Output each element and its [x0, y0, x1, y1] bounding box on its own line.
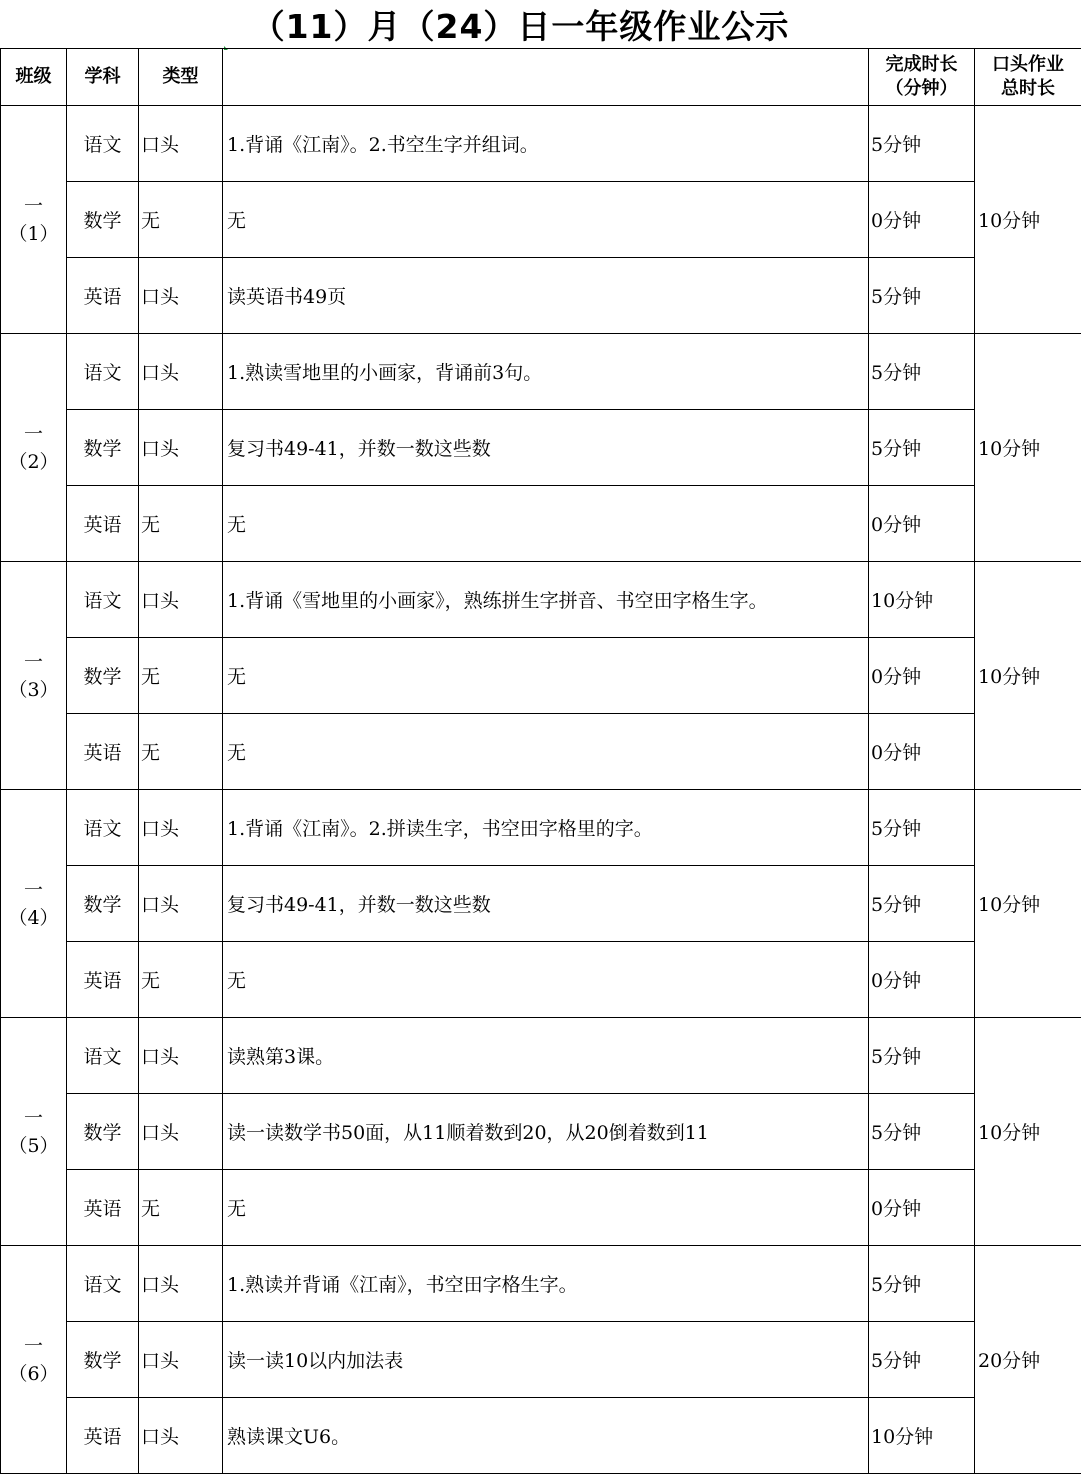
- homework-table: [0, 48, 1081, 1474]
- subject-cell: 英语: [67, 1398, 139, 1474]
- class-grade: 一: [1, 1104, 66, 1132]
- table-row: [1, 1246, 1081, 1322]
- content-cell: 无: [223, 714, 869, 790]
- duration-cell: 5分钟: [869, 866, 975, 942]
- content-cell: 1.背诵《江南》。2.拼读生字，书空田字格里的字。: [223, 790, 869, 866]
- duration-cell: 5分钟: [869, 1018, 975, 1094]
- table-row: [1, 866, 1081, 942]
- type-cell: 口头: [139, 410, 223, 486]
- content-cell: 读一读10以内加法表: [223, 1322, 869, 1398]
- subject-cell: 英语: [67, 942, 139, 1018]
- class-grade: 一: [1, 876, 66, 904]
- table-row: [1, 638, 1081, 714]
- table-row: [1, 1322, 1081, 1398]
- subject-cell: 英语: [67, 486, 139, 562]
- class-number: （1）: [1, 220, 66, 248]
- total-duration-cell: 20分钟: [975, 1246, 1081, 1474]
- content-cell: 1.熟读雪地里的小画家，背诵前3句。: [223, 334, 869, 410]
- table-row: [1, 942, 1081, 1018]
- duration-cell: 10分钟: [869, 1398, 975, 1474]
- class-cell: [1, 1018, 67, 1246]
- class-number: （4）: [1, 904, 66, 932]
- duration-cell: 0分钟: [869, 942, 975, 1018]
- header-subject: 学科: [67, 49, 139, 106]
- duration-cell: 5分钟: [869, 1246, 975, 1322]
- duration-cell: 5分钟: [869, 1322, 975, 1398]
- subject-cell: 数学: [67, 866, 139, 942]
- content-cell: 读英语书49页: [223, 258, 869, 334]
- type-cell: 口头: [139, 866, 223, 942]
- duration-cell: 0分钟: [869, 714, 975, 790]
- table-row: [1, 486, 1081, 562]
- type-cell: 口头: [139, 790, 223, 866]
- type-cell: 口头: [139, 562, 223, 638]
- type-cell: 口头: [139, 1398, 223, 1474]
- subject-cell: 语文: [67, 790, 139, 866]
- type-cell: 无: [139, 638, 223, 714]
- homework-table-body: [1, 49, 1081, 1474]
- content-cell: 无: [223, 182, 869, 258]
- duration-cell: 10分钟: [869, 562, 975, 638]
- subject-cell: 英语: [67, 714, 139, 790]
- duration-cell: 5分钟: [869, 106, 975, 182]
- class-grade: 一: [1, 192, 66, 220]
- class-cell: [1, 106, 67, 334]
- content-cell: 1.背诵《雪地里的小画家》，熟练拼生字拼音、书空田字格生字。: [223, 562, 869, 638]
- subject-cell: 数学: [67, 638, 139, 714]
- table-row: [1, 1398, 1081, 1474]
- table-row: [1, 1018, 1081, 1094]
- type-cell: 口头: [139, 1094, 223, 1170]
- content-cell: 无: [223, 486, 869, 562]
- class-grade: 一: [1, 648, 66, 676]
- content-cell: 读一读数学书50面，从11顺着数到20，从20倒着数到11: [223, 1094, 869, 1170]
- table-header-row: [1, 49, 1081, 106]
- type-cell: 口头: [139, 1018, 223, 1094]
- header-total-line1: 口头作业: [975, 53, 1081, 77]
- header-duration: [869, 49, 975, 106]
- subject-cell: 英语: [67, 258, 139, 334]
- type-cell: 口头: [139, 106, 223, 182]
- subject-cell: 语文: [67, 1246, 139, 1322]
- header-content: [223, 49, 869, 106]
- duration-cell: 0分钟: [869, 182, 975, 258]
- type-cell: 无: [139, 486, 223, 562]
- duration-cell: 5分钟: [869, 410, 975, 486]
- duration-cell: 5分钟: [869, 790, 975, 866]
- table-row: [1, 790, 1081, 866]
- type-cell: 无: [139, 182, 223, 258]
- class-cell: [1, 790, 67, 1018]
- header-total: [975, 49, 1081, 106]
- table-row: [1, 714, 1081, 790]
- subject-cell: 数学: [67, 1094, 139, 1170]
- table-row: [1, 1094, 1081, 1170]
- subject-cell: 数学: [67, 182, 139, 258]
- subject-cell: 语文: [67, 1018, 139, 1094]
- content-cell: 1.熟读并背诵《江南》，书空田字格生字。: [223, 1246, 869, 1322]
- page-title: （11）月（24）日一年级作业公示: [0, 0, 1081, 48]
- class-cell: [1, 1246, 67, 1474]
- total-duration-cell: 10分钟: [975, 334, 1081, 562]
- class-cell: [1, 562, 67, 790]
- total-duration-cell: 10分钟: [975, 106, 1081, 334]
- subject-cell: 语文: [67, 334, 139, 410]
- table-row: [1, 334, 1081, 410]
- table-row: [1, 562, 1081, 638]
- subject-cell: 数学: [67, 410, 139, 486]
- header-total-line2: 总时长: [975, 77, 1081, 101]
- subject-cell: 语文: [67, 562, 139, 638]
- table-row: [1, 182, 1081, 258]
- type-cell: 无: [139, 1170, 223, 1246]
- subject-cell: 英语: [67, 1170, 139, 1246]
- type-cell: 口头: [139, 334, 223, 410]
- content-cell: 无: [223, 1170, 869, 1246]
- header-type: 类型: [139, 49, 223, 106]
- class-number: （2）: [1, 448, 66, 476]
- duration-cell: 5分钟: [869, 334, 975, 410]
- header-class: 班级: [1, 49, 67, 106]
- type-cell: 无: [139, 714, 223, 790]
- subject-cell: 数学: [67, 1322, 139, 1398]
- type-cell: 口头: [139, 258, 223, 334]
- content-cell: 无: [223, 942, 869, 1018]
- class-number: （5）: [1, 1132, 66, 1160]
- duration-cell: 5分钟: [869, 258, 975, 334]
- total-duration-cell: 10分钟: [975, 790, 1081, 1018]
- type-cell: 口头: [139, 1246, 223, 1322]
- table-row: [1, 1170, 1081, 1246]
- header-duration-line2: （分钟）: [869, 77, 974, 101]
- total-duration-cell: 10分钟: [975, 1018, 1081, 1246]
- class-cell: [1, 334, 67, 562]
- class-grade: 一: [1, 1332, 66, 1360]
- content-cell: 熟读课文U6。: [223, 1398, 869, 1474]
- content-cell: 读熟第3课。: [223, 1018, 869, 1094]
- duration-cell: 0分钟: [869, 486, 975, 562]
- duration-cell: 5分钟: [869, 1094, 975, 1170]
- table-row: [1, 106, 1081, 182]
- class-number: （3）: [1, 676, 66, 704]
- content-cell: 复习书49-41，并数一数这些数: [223, 410, 869, 486]
- type-cell: 无: [139, 942, 223, 1018]
- class-grade: 一: [1, 420, 66, 448]
- table-row: [1, 258, 1081, 334]
- total-duration-cell: 10分钟: [975, 562, 1081, 790]
- type-cell: 口头: [139, 1322, 223, 1398]
- content-cell: 无: [223, 638, 869, 714]
- class-number: （6）: [1, 1360, 66, 1388]
- duration-cell: 0分钟: [869, 1170, 975, 1246]
- content-cell: 复习书49-41，并数一数这些数: [223, 866, 869, 942]
- duration-cell: 0分钟: [869, 638, 975, 714]
- table-row: [1, 410, 1081, 486]
- content-cell: 1.背诵《江南》。2.书空生字并组词。: [223, 106, 869, 182]
- header-duration-line1: 完成时长: [869, 53, 974, 77]
- subject-cell: 语文: [67, 106, 139, 182]
